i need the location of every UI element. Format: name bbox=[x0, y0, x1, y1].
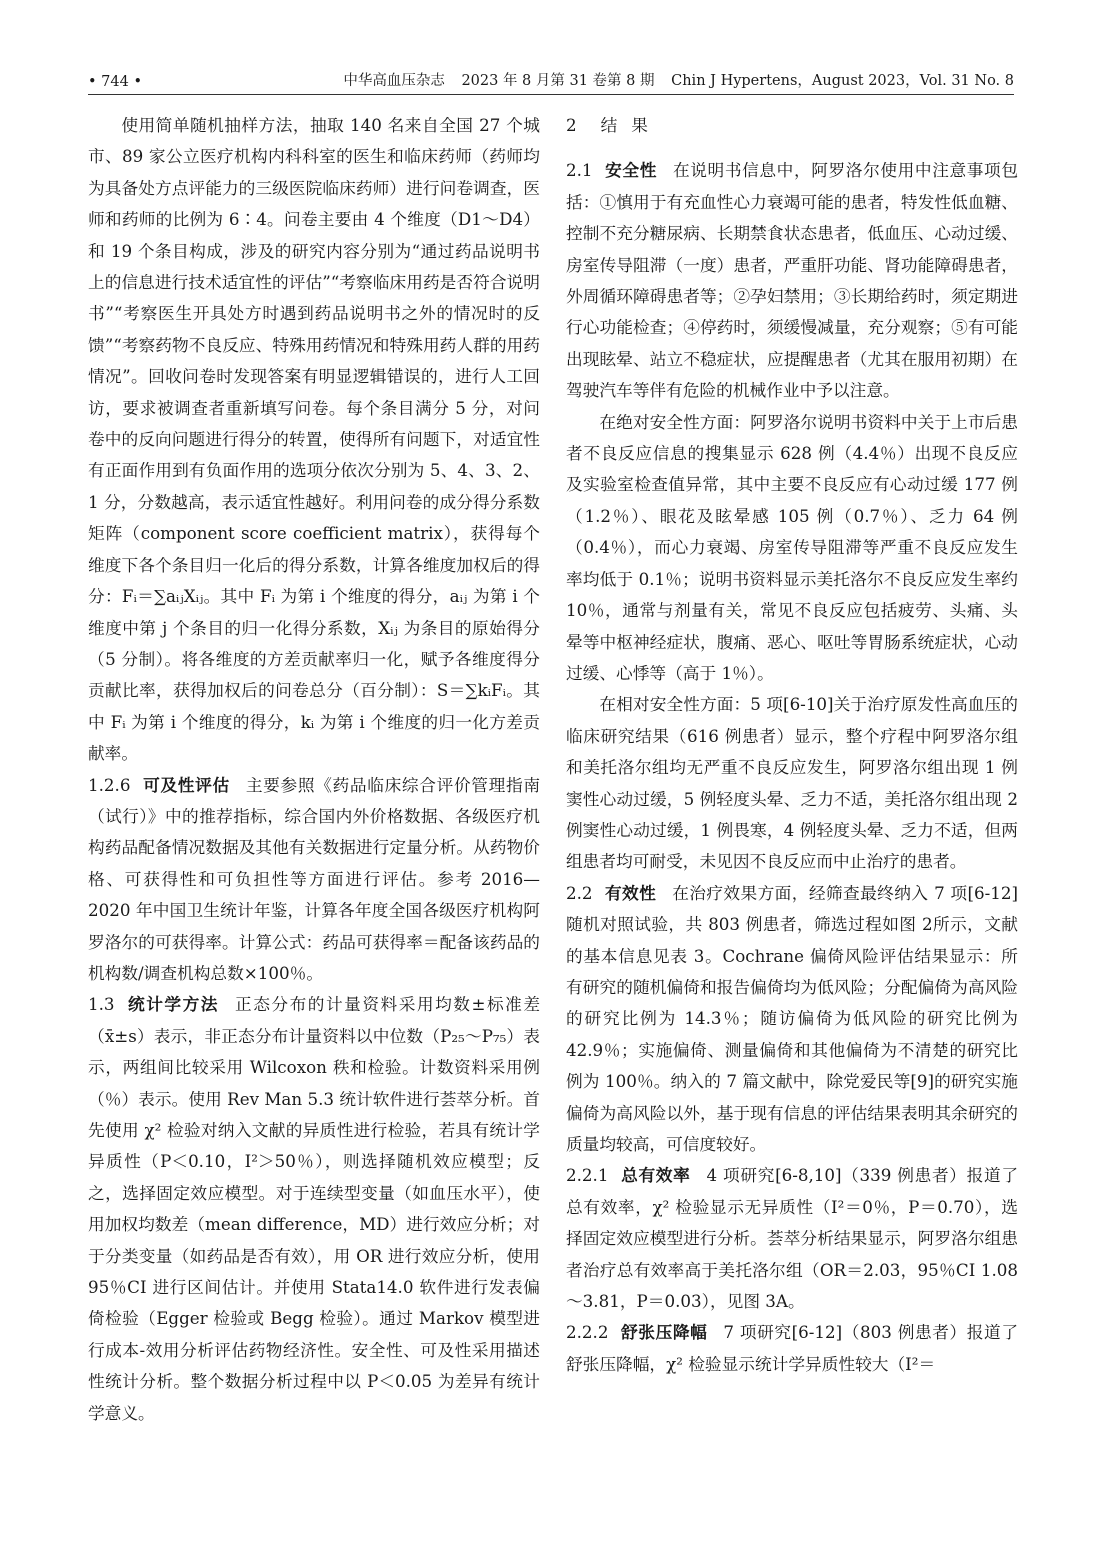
section-heading: 2.2.2 舒张压降幅 bbox=[566, 1322, 708, 1343]
section-heading: 2.1 安全性 bbox=[566, 160, 657, 181]
section-body: 正态分布的计量资料采用均数±标准差（x̄±s）表示，非正态分布计量资料以中位数（P₂₅～P₇₅）表示，两组间比较采用 Wilcoxon 秩和检验。计数资料采用例（％）表示。使用 Rev Man 5.3 统计软件进行荟萃分析。首先使用 χ² 检验对纳入文献的异质性进行检验，若具有统计学异质性（P＜0.10，I²＞50％），则选择随机效应模型；反之，选择固定效应模型。对于连续型变量（如血压水平），使用加权均数差（mean difference，MD）进行效应分析；对于分类变量（如药品是否有效），用 OR 进行效应分析，使用 95％CI 进行区间估计。并使用 Stata14.0 软件进行发表偏倚检验（Egger 检验或 Begg 检验）。通过 Markov 模型进行成本-效用分析评估药物经济性。安全性、可及性采用描述性统计分析。整个数据分析过程中以 P＜0.05 为差异有统计学意义。 bbox=[88, 994, 541, 1423]
section-2-heading: 2 结果 bbox=[566, 115, 662, 135]
section-body: 7 项研究[6-12]（803 例患者）报道了舒张压降幅，χ² 检验显示统计学异质性较大（I²＝ bbox=[566, 1322, 1019, 1374]
paragraph-absolute-safety: 在绝对安全性方面：阿罗洛尔说明书资料中关于上市后患者不良反应信息的搜集显示 628 例（4.4％）出现不良反应及实验室检查值异常，其中主要不良反应有心动过缓 177 例（1.2％）、眼花及眩晕感 105 例（0.7％）、乏力 64 例（0.4％），而心力衰竭、房室传导阻滞等严重不良反应发生率均低于 0.1％；说明书资料显示美托洛尔不良反应发生率约 10％，通常与剂量有关，常见不良反应包括疲劳、头痛、头晕等中枢神经症状，腹痛、恶心、呕吐等胃肠系统症状，心动过缓、心悸等（高于 1％）。 bbox=[566, 411, 1018, 683]
section-2-2 bbox=[566, 878, 1018, 1161]
section-1-2-6 bbox=[88, 770, 540, 990]
issue-info-cn: 2023 年 8 月第 31 卷第 8 期 bbox=[461, 73, 655, 89]
page-number: • 744 • bbox=[88, 74, 142, 90]
section-1-3 bbox=[88, 989, 540, 1429]
section-heading: 2.2.1 总有效率 bbox=[566, 1165, 691, 1186]
section-2-2-1 bbox=[566, 1160, 1018, 1317]
paragraph-survey-method: 使用简单随机抽样方法，抽取 140 名来自全国 27 个城市、89 家公立医疗机构内科科室的医生和临床药师（药师均为具备处方点评能力的三级医院临床药师）进行问卷调查，医师和药师的比例为 6∶4。问卷主要由 4 个维度（D1～D4）和 19 个条目构成，涉及的研究内容分别为“通过药品说明书上的信息进行技术适宜性的评估”“考察临床用药是否符合说明书”“考察医生开具处方时遇到药品说明书之外的情况时的反馈”“考察药物不良反应、特殊用药情况和特殊用药人群的用药情况”。回收问卷时发现答案有明显逻辑错误的，进行人工回访，要求被调查者重新填写问卷。每个条目满分 5 分，对问卷中的反向问题进行得分的转置，使得所有问题下，对适宜性有正面作用到有负面作用的选项分依次分别为 5、4、3、2、1 分，分数越高，表示适宜性越好。利用问卷的成分得分系数矩阵（component score coefficient matrix），获得每个维度下各个条目归一化后的得分系数，计算各维度加权后的得分：Fᵢ＝∑aᵢⱼXᵢⱼ。其中 Fᵢ 为第 i 个维度的得分，aᵢⱼ 为第 i 个维度中第 j 个条目的归一化得分系数，Xᵢⱼ 为条目的原始得分（5 分制）。将各维度的方差贡献率归一化，赋予各维度得分贡献比率，获得加权后的问卷总分（百分制）：S＝∑kᵢFᵢ。其中 Fᵢ 为第 i 个维度的得分，kᵢ 为第 i 个维度的归一化方差贡献率。 bbox=[88, 115, 540, 764]
journal-title-en: Chin J Hypertens，August 2023，Vol. 31 No. 8 bbox=[671, 73, 1014, 89]
section-body: 主要参照《药品临床综合评价管理指南（试行）》中的推荐指标，综合国内外价格数据、各级医疗机构药品配备情况数据及其他有关数据进行定量分析。从药物价格、可获得性和可负担性等方面进行评估。参考 2016—2020 年中国卫生统计年鉴，计算各年度全国各级医疗机构阿罗洛尔的可获得率。计算公式：药品可获得率＝配备该药品的机构数/调查机构总数×100％。 bbox=[88, 774, 541, 983]
paragraph-relative-safety: 在相对安全性方面：5 项[6-10]关于治疗原发性高血压的临床研究结果（616 例患者）显示，整个疗程中阿罗洛尔组和美托洛尔组均无严重不良反应发生，阿罗洛尔组出现 1 例窦性心动过缓，5 例轻度头晕、乏力不适，美托洛尔组出现 2 例窦性心动过缓，1 例畏寒，4 例轻度头晕、乏力不适，但两组患者均可耐受，未见因不良反应而中止治疗的患者。 bbox=[566, 694, 1018, 872]
header-rule bbox=[88, 94, 1014, 95]
section-body: 4 项研究[6-8,10]（339 例患者）报道了总有效率，χ² 检验显示无异质性（I²＝0％，P＝0.70），选择固定效应模型进行分析。荟萃分析结果显示，阿罗洛尔组患者治疗总有效率高于美托洛尔组（OR＝2.03，95％CI 1.08～3.81，P＝0.03），见图 3A。 bbox=[566, 1165, 1019, 1312]
section-heading: 1.3 统计学方法 bbox=[88, 994, 219, 1015]
journal-title-cn: 中华高血压杂志 bbox=[343, 73, 445, 89]
section-2-1 bbox=[566, 155, 1018, 406]
section-2-2-2 bbox=[566, 1317, 1018, 1380]
section-body: 在说明书信息中，阿罗洛尔使用中注意事项包括：①慎用于有充血性心力衰竭可能的患者，特发性低血糖、控制不充分糖尿病、长期禁食状态患者，低血压、心动过缓、房室传导阻滞（一度）患者，严重肝功能、肾功能障碍患者，外周循环障碍患者等；②孕妇禁用；③长期给药时，须定期进行心功能检查；④停药时，须缓慢减量，充分观察；⑤有可能出现眩晕、站立不稳症状，应提醒患者（尤其在服用初期）在驾驶汽车等伴有危险的机械作业中予以注意。 bbox=[566, 160, 1019, 401]
left-column bbox=[88, 110, 540, 1429]
running-header bbox=[88, 64, 1014, 90]
journal-info bbox=[343, 69, 1014, 90]
section-heading: 1.2.6 可及性评估 bbox=[88, 774, 230, 795]
section-body: 在治疗效果方面，经筛查最终纳入 7 项[6-12]随机对照试验，共 803 例患者，筛选过程如图 2所示，文献的基本信息见表 3。Cochrane 偏倚风险评估结果显示：所有研究的随机偏倚和报告偏倚均为低风险；分配偏倚为高风险的研究比例为 14.3％；随访偏倚为低风险的研究比例为 42.9％；实施偏倚、测量偏倚和其他偏倚为不清楚的研究比例为 100％。纳入的 7 篇文献中，除党爱民等[9]的研究实施偏倚为高风险以外，基于现有信息的评估结果表明其余研究的质量均较高，可信度较好。 bbox=[566, 882, 1018, 1154]
section-heading: 2.2 有效性 bbox=[566, 882, 657, 903]
right-column bbox=[566, 110, 1018, 1380]
